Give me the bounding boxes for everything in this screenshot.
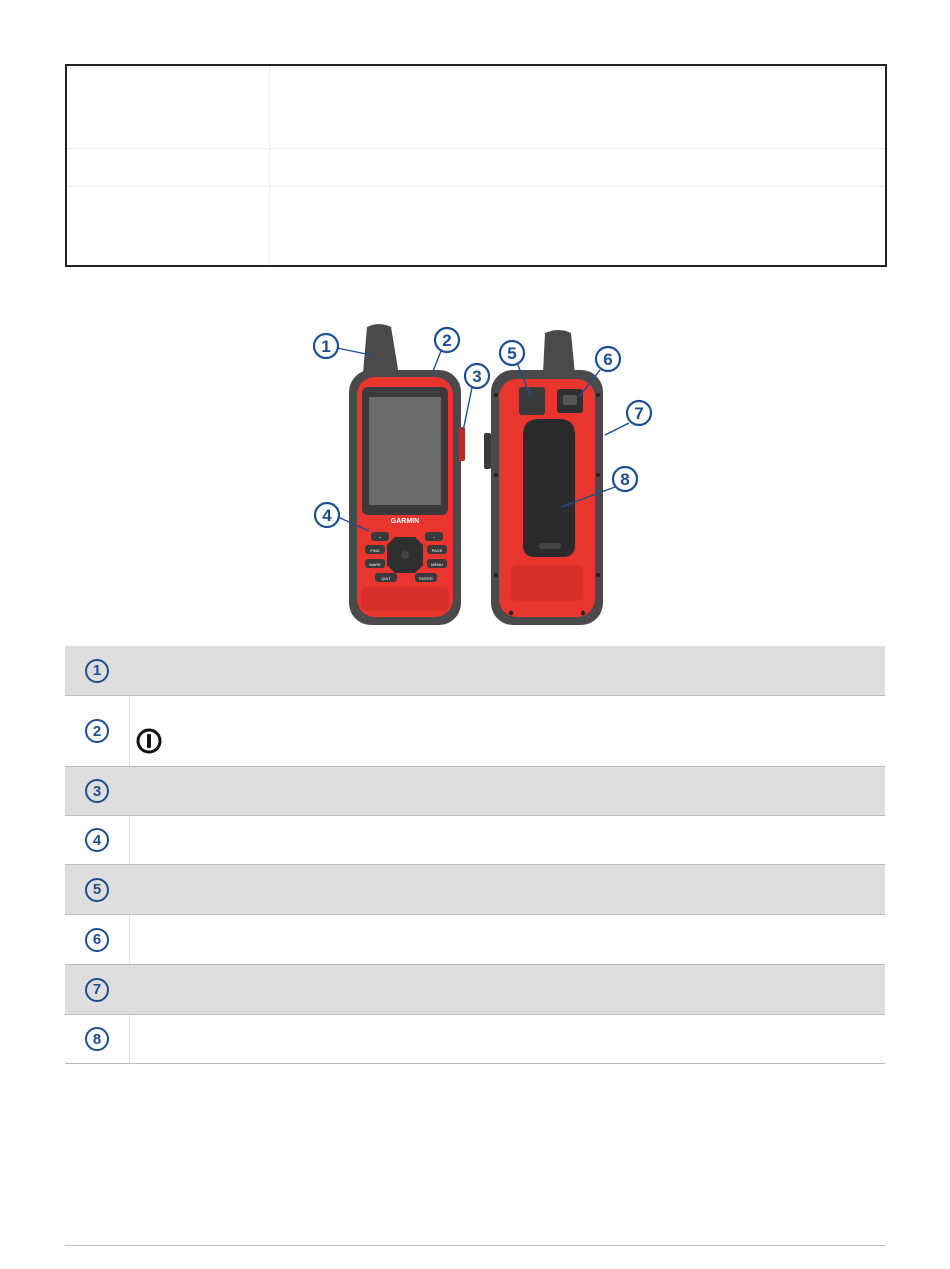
svg-text:3: 3 [472, 367, 482, 386]
svg-text:7: 7 [634, 404, 644, 423]
header-table-box [65, 64, 887, 267]
legend-description-cell [129, 965, 885, 1014]
svg-text:5: 5 [507, 344, 517, 363]
legend-description-cell [130, 1015, 885, 1063]
svg-text:2: 2 [442, 331, 452, 350]
legend-number-cell [65, 865, 129, 914]
legend-row-6 [65, 915, 885, 965]
header-table-row-rule [67, 148, 885, 149]
svg-text:4: 4 [322, 506, 332, 525]
legend-number-cell [65, 816, 130, 864]
legend-row-3 [65, 767, 885, 816]
legend-description-cell [130, 915, 885, 964]
device-illustration [275, 315, 675, 635]
legend-description-cell [129, 865, 885, 914]
legend-number-cell [65, 1015, 130, 1063]
power-icon [136, 728, 162, 754]
key-page[interactable]: PAGE [431, 548, 443, 553]
callout-4 [315, 503, 339, 527]
key-plus[interactable]: + [378, 535, 382, 540]
legend-number-cell [65, 646, 129, 695]
legend-description-cell [129, 767, 885, 815]
callout-8 [613, 467, 637, 491]
legend-description-cell [129, 646, 885, 695]
callout-badge: 4 [85, 828, 109, 852]
svg-text:1: 1 [321, 337, 331, 356]
key-minus[interactable]: − [432, 535, 436, 540]
callout-3 [465, 364, 489, 388]
device-figure [275, 315, 675, 635]
callout-6 [596, 347, 620, 371]
key-enter[interactable]: ENTER [419, 576, 433, 581]
callout-badge: 3 [85, 779, 109, 803]
legend-number-cell [65, 767, 129, 815]
callout-2 [435, 328, 459, 352]
callout-1 [314, 334, 338, 358]
header-table-divider [269, 66, 270, 265]
key-menu[interactable]: MENU [431, 562, 443, 567]
callout-5 [500, 341, 524, 365]
legend-row-2 [65, 696, 885, 767]
footer-rule [65, 1245, 885, 1246]
key-quit[interactable]: QUIT [381, 576, 391, 581]
callout-badge: 5 [85, 878, 109, 902]
legend-description-cell [130, 696, 885, 766]
legend-row-5 [65, 865, 885, 915]
callout-badge: 1 [85, 659, 109, 683]
legend-number-cell [65, 696, 130, 766]
callout-badge: 8 [85, 1027, 109, 1051]
legend-row-4 [65, 816, 885, 865]
brand-label: GARMIN [390, 518, 420, 525]
key-mark[interactable]: MARK [369, 562, 381, 567]
callout-badge: 6 [85, 928, 109, 952]
legend-number-cell [65, 965, 129, 1014]
device-front [349, 324, 465, 625]
callout-badge: 7 [85, 978, 109, 1002]
legend-description-cell [130, 816, 885, 864]
legend-row-7 [65, 965, 885, 1015]
legend-row-1 [65, 646, 885, 696]
callout-7 [627, 401, 651, 425]
svg-text:6: 6 [603, 350, 613, 369]
header-table-row-rule-2 [67, 186, 885, 187]
callout-badge: 2 [85, 719, 109, 743]
legend-number-cell [65, 915, 130, 964]
key-find[interactable]: FIND [370, 548, 380, 553]
device-back [484, 330, 603, 625]
svg-text:8: 8 [620, 470, 630, 489]
legend-row-8 [65, 1015, 885, 1064]
callout-legend-table [65, 646, 885, 1064]
